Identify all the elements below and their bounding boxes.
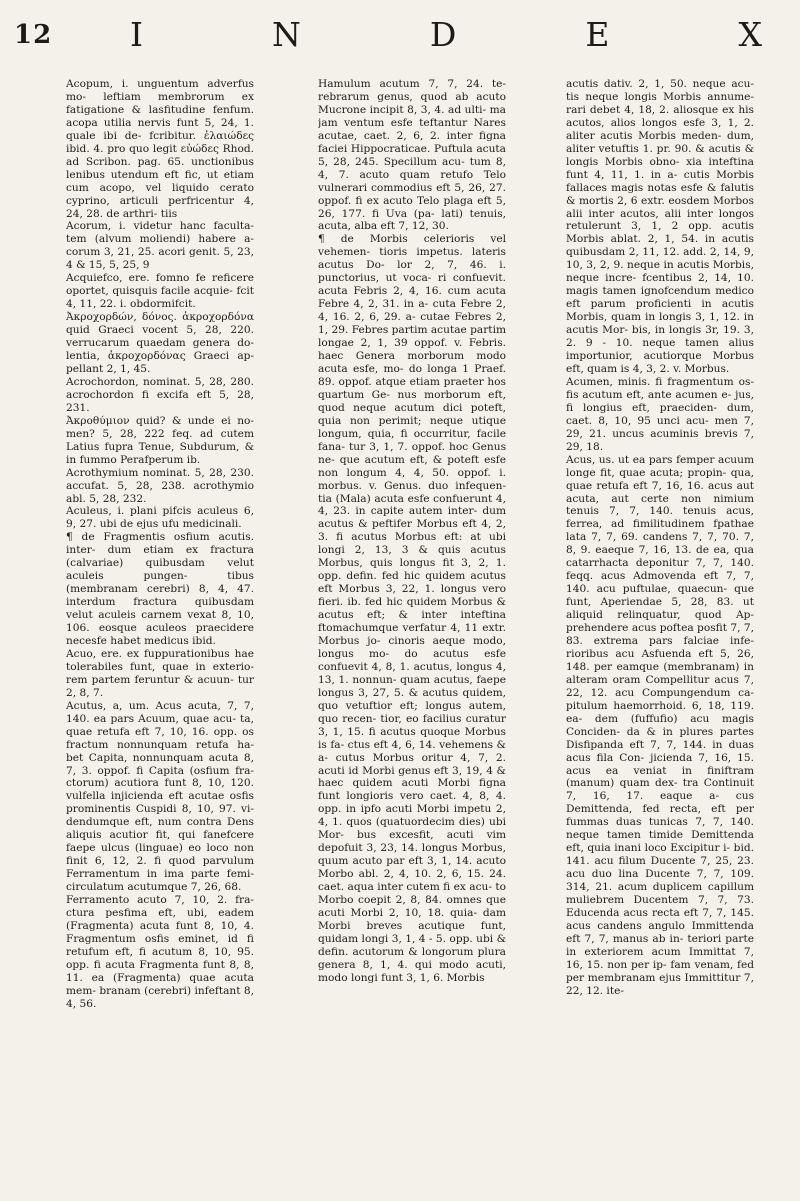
index-entry: Acorum, i. videtur hanc faculta- tem (alvum moliendi) habere a- corum 3, 21, 25. acori genit. 5, 23, 4 & 15, 5, 25, 9 — [66, 220, 254, 272]
index-entry: Acus, us. ut ea pars femper acuum longe fit, quae acuta; propin- qua, quae retufa eft 7, 16, 16. acus aut acuta, aut certe non nimium tenuis 7, 7, 140. tenuis acus, ferrea, ad fimilitudinem fpathae lata 7, 7, 69. candens 7, 7, 70. 7, 8, 9. eaeque 7, 16, 13. de ea, qua catarrhacta deponitur 7, 7, 140. feqq. acus Admovenda eft 7, 7, 140. acu puftulae, quaecun- que funt, Aperiendae 5, 28, 83. ut aliquid relinquatur, quod Ap- prehendere acus poftea posfit 7, 7, 83. extrema pars falciae infe- rioribus acu Asfuenda eft 5, 26, 148. per eamque (membranam) in alteram oram Compellitur acus 7, 22, 12. acu Compungendum ca- pitulum haemorrhoid. 6, 18, 119. ea- dem (fuffufio) acu magis Conciden- da & in plures partes Disfipanda eft 7, 7, 144. in duas acus fila Con- jicienda 7, 16, 15. acus ea veniat in finiftram (manum) quam dex- tra Continuit 7, 16, 17. eaque a- cus Demittenda, fed recta, eft per fummas duas tunicas 7, 7, 140. neque tamen timide Demittenda eft, quia inani loco Excipitur i- bid. 141. acu filum Ducente 7, 25, 23. acu duo lina Ducente 7, 7, 109. 314, 21. acum duplicem capillum muliebrem Ducentem 7, 7, 73. Educenda acus recta eft 7, 7, 145. acus candens angulo Immittenda eft 7, 7, manus ab in- teriori parte in exteriorem acum Immittat 7, 16, 15. non per ip- fam venam, fed per membranam ejus Immittitur 7, 22, 12. ite- — [566, 453, 754, 997]
index-entry: Acquiefco, ere. fomno fe reficere oportet, quisquis facile acquie- fcit 4, 11, 22. i. obdormifcit. — [66, 272, 254, 311]
index-column-left — [66, 78, 254, 1190]
index-entry: ¶ de Fragmentis osfium acutis. inter- dum etiam ex fractura (calvariae) quibusdam velut aculeis pungen- tibus (membranam cerebri) 8, 4, 47. interdum fractura quibusdam velut aculeis carnem vexat 8, 10, 106. eosque aculeos praecidere necesfe habet medicus ibid. — [66, 531, 254, 647]
index-column-right — [566, 78, 754, 1190]
index-entry: Ferramento acuto 7, 10, 2. fra- ctura pesfima eft, ubi, eadem (Fragmenta) acuta funt 8, 10, 4. Fragmentum osfis eminet, id fi retufum eft, fi acutum 8, 10, 95. opp. fi acuta Fragmenta funt 8, 8, 11. ea (Fragmenta) quae acuta mem- branam (cerebri) infeftant 8, 4, 56. — [66, 894, 254, 1010]
index-column-middle — [318, 78, 506, 1190]
index-entry: acutis dativ. 2, 1, 50. neque acu- tis neque longis Morbis annume- rari debet 4, 18, 2. aliosque ex his acutos, alios longos esfe 3, 1, 2. aliter acutis Morbis meden- dum, aliter vetuftis 1. pr. 90. & acutis & longis Morbis obno- xia inteftina funt 4, 11, 1. in a- cutis Morbis fallaces magis notas esfe & falutis & mortis 2, 6 extr. eosdem Morbos alii inter acutos, alii inter longos retulerunt 3, 1, 2 opp. acutis Morbis ablat. 2, 1, 54. in acutis quibusdam 2, 11, 12. add. 2, 14, 9, 10, 3, 2, 9. neque in acutis Morbis, neque incre- fcentibus 2, 14, 10. magis tamen ignofcendum medico eft parum proficienti in acutis Morbis, quam in longis 3, 1, 12. in acutis Mor- bis, in longis 3r, 19. 3, 2. 9 - 10. neque tamen alius importunior, acutiorque Morbus eft, quam is 4, 3, 2. v. Morbus. — [566, 78, 754, 375]
index-entry: Acutus, a, um. Acus acuta, 7, 7, 140. ea pars Acuum, quae acu- ta, quae retufa eft 7, 10, 16. opp. os fractum nonnunquam retufa ha- bet Capita, nonnunquam acuta 8, 7, 3. oppof. fi Capita (osfium fra- ctorum) acutiora funt 8, 10, 120. vulfella injicienda eft acutae osfis prominentis Cuspidi 8, 10, 97. vi- dendumque eft, num contra Dens aliquis acutior fit, qui fanefcere faepe ulcus (linguae) eo loco non finit 6, 12, 2. fi quod parvulum Ferramentum in ima parte femi- circulatum acutumque 7, 26, 68. — [66, 699, 254, 894]
header-letter: I — [130, 14, 152, 54]
index-entry: ¶ de Morbis celerioris vel vehemen- tioris impetus. lateris acutus Do- lor 2, 7, 46. i. punctorius, ut voca- ri confuevit. acuta Febris 2, 4, 16. cum acuta Febre 4, 2, 31. in a- cuta Febre 2, 4, 16. 2, 6, 29. a- cutae Febres 2, 1, 29. Febres partim acutae partim longae 2, 1, 39 oppof. v. Febris. haec Genera morborum modo acuta esfe, mo- do longa 1 Praef. 89. oppof. atque etiam praeter hos quartum Ge- nus morborum eft, quod neque acutum dici poteft, quia non perimit; neque utique longum, quia, fi occurritur, facile fana- tur 3, 1, 7. oppof. hoc Genus ne- que acutum eft, & poteft esfe non longum 4, 4, 50. oppof. i. morbus. v. Genus. duo infequen- tia (Mala) acuta esfe confuerunt 4, 4, 23. in capite autem inter- dum acutus & peftifer Morbus eft 4, 2, 3. fi acutus Morbus eft: at ubi longi 2, 13, 3 & quis acutus Morbus, quis longus fit 3, 2, 1. opp. defin. fed hic quidem acutus eft Morbus 3, 22, 1. longus vero fieri. ib. fed hic quidem Morbus & acutus eft; & inter inteftina ftomachumque verfatur 4, 11 extr. Morbus jo- cinoris aeque modo, longus mo- do acutus esfe confuevit 4, 8, 1. acutus, longus 4, 13, 1. nonnun- quam acutus, faepe longus 3, 27, 5. & acutus quidem, quo vetuftior eft; longus autem, quo recen- tior, eo facilius curatur 3, 1, 15. fi acutus quoque Morbus is fa- ctus eft 4, 6, 14. vehemens & a- cutus Morbus oritur 4, 7, 2. acuti id Morbi genus eft 3, 19, 4 & haec quidem acuti Morbi figna funt longioris vero caet. 4, 8, 4. opp. in ipfo acuti Morbi impetu 2, 4, 1. quos (quatuordecim dies) ubi Mor- bus excesfit, acuti vim depofuit 3, 23, 14. longus Morbus, quum acuto par eft 3, 1, 14. acuto Morbo abl. 2, 4, 10. 2, 6, 15. 24. caet. aqua inter cutem fi ex acu- to Morbo coepit 2, 8, 84. omnes que acuti Morbi 2, 10, 18. quia- dam Morbi breves acutique funt, quidam longi 3, 1, 4 - 5. opp. ubi & defin. acutorum & longorum plura genera 8, 1, 4. qui modo acuti, modo longi funt 3, 1, 6. Morbis — [318, 233, 506, 984]
header-letter: N — [272, 14, 309, 54]
index-entry: Acrothymium nominat. 5, 28, 230. accufat. 5, 28, 238. acrothymio abl. 5, 28, 232. — [66, 466, 254, 505]
running-header — [130, 14, 770, 54]
index-entry: Acrochordon, nominat. 5, 28, 280. acrochordon fi excifa eft 5, 28, 231. — [66, 375, 254, 414]
index-entry: Hamulum acutum 7, 7, 24. te- rebrarum genus, quod ab acuto Mucrone incipit 8, 3, 4. ad ulti- ma jam ventum esfe teftantur Nares acutae, caet. 2, 6, 2. inter figna faciei Hippocraticae. Puftula acuta 5, 28, 245. Specillum acu- tum 8, 4, 7. acuto quam retufo Telo vulnerari commodius eft 5, 26, 27. oppof. fi ex acuto Telo plaga eft 5, 26, 177. fi Uva (pa- lati) tenuis, acuta, alba eft 7, 12, 30. — [318, 78, 506, 233]
header-letter: X — [738, 14, 770, 54]
index-entry: Acopum, i. unguentum adverfus mo- leftiam membrorum ex fatigatione & lasfitudine fenfum. acopa utilia nervis funt 5, 24, 1. quale ibi de- fcribitur. ἐλαιώδες ibid. 4. pro quo legit εὐώδες Rhod. ad Scribon. pag. 65. unctionibus lenibus utendum eft fic, ut etiam cum acopo, vel liquido cerato cyprino, articuli perfricentur 4, 24, 28. de arthri- tiis — [66, 78, 254, 220]
index-entry: Ἀκροθύμιον quid? & unde ei no- men? 5, 28, 222 feq. ad cutem Latius fupra Tenue, Subdurum, & in fummo Perafperum ib. — [66, 414, 254, 466]
index-entry: Acumen, minis. fi fragmentum os- fis acutum eft, ante acumen e- jus, fi longius eft, praeciden- dum, caet. 8, 10, 95 unci acu- men 7, 29, 21. uncus acuminis brevis 7, 29, 18. — [566, 375, 754, 453]
index-entry: Acuo, ere. ex fuppurationibus hae tolerabiles funt, quae in exterio- rem partem feruntur & acuun- tur 2, 8, 7. — [66, 647, 254, 699]
index-entry: Aculeus, i. plani pifcis aculeus 6, 9, 27. ubi de ejus ufu medicinali. — [66, 505, 254, 531]
header-letter: D — [429, 14, 465, 54]
header-letter: E — [585, 14, 618, 54]
index-entry: Ἀκροχορδών, δόνος. ἀκροχορδόνα quid Graeci vocent 5, 28, 220. verrucarum quaedam genera do- lentia, ἀκροχορδόνας Graeci ap- pellant 2, 1, 45. — [66, 311, 254, 375]
page-number: 12 — [14, 20, 53, 50]
